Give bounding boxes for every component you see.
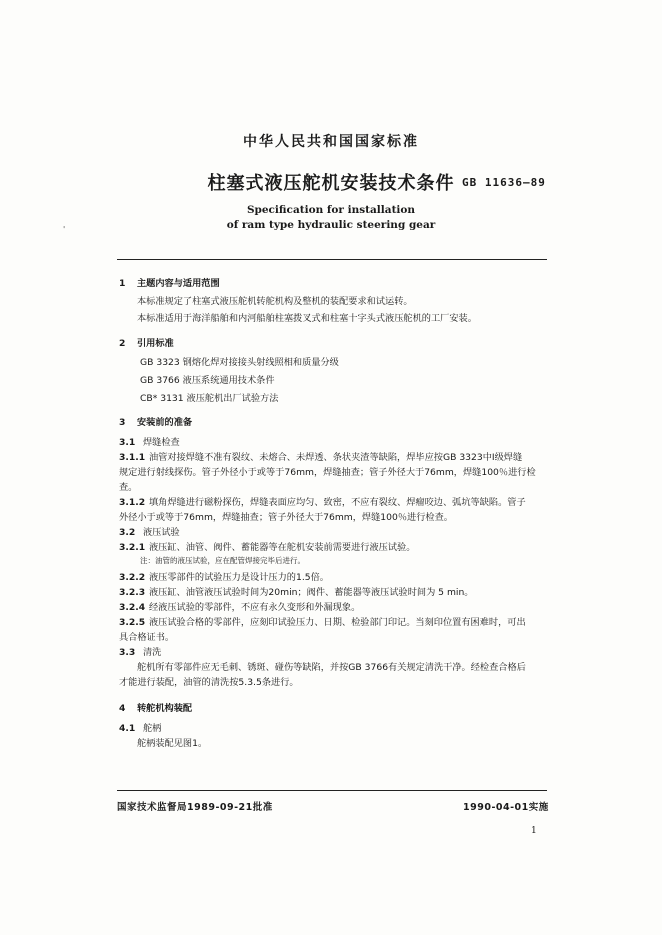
section-4-heading [119, 701, 192, 716]
clause-3-1-1 [119, 450, 522, 465]
english-title-line2: of ram type hydraulic steering gear [226, 219, 436, 231]
clause-text: 舵机所有零部件应无毛刺、锈斑、碰伤等缺陷，并按GB 3766有关规定清洗干净。经检查合格后 [137, 662, 526, 673]
clause-text: 液压缸、油管、阀件、蓄能器等在舵机安装前需要进行液压试验。 [149, 542, 416, 553]
reference-item: CB* 3131 液压舵机出厂试验方法 [140, 393, 279, 404]
subsection-3-1 [119, 435, 180, 450]
section-number: 2 [119, 338, 126, 349]
clause-3-2-4 [119, 600, 360, 615]
paragraph: 本标准适用于海洋船舶和内河船舶柱塞拨叉式和柱塞十字头式液压舵机的工厂安装。 [137, 313, 477, 324]
page-number: 1 [531, 826, 537, 836]
clause-text: 规定进行射线探伤。管子外径小于或等于76mm，焊缝抽查；管子外径大于76mm，焊缝100％进行检 [119, 467, 536, 478]
clause-3-2-5 [119, 615, 526, 630]
standard-code: GB 11636—89 [462, 176, 546, 189]
section-title: 转舵机构装配 [137, 703, 193, 714]
clause-text: 填角焊缝进行磁粉探伤，焊缝表面应均匀、致密，不应有裂纹、焊瘤咬边、弧坑等缺陷。管子 [149, 497, 526, 508]
section-title: 主题内容与适用范围 [137, 278, 220, 289]
section-title: 安装前的准备 [137, 417, 193, 428]
clause-number: 3.1.2 [119, 497, 146, 508]
section-3-heading [119, 415, 192, 430]
reference-item: GB 3323 钢熔化焊对接接头射线照相和质量分级 [140, 357, 339, 368]
clause-text: 具合格证书。 [119, 632, 175, 643]
clause-title: 焊缝检查 [143, 437, 180, 448]
clause-text: 外径小于或等于76mm，焊缝抽查；管子外径大于76mm，焊缝100％进行检查。 [119, 512, 453, 523]
clause-number: 3.2 [119, 527, 136, 538]
reference-item: GB 3766 液压系统通用技术条件 [140, 375, 275, 386]
clause-title: 液压试验 [143, 527, 180, 538]
clause-number: 3.2.3 [119, 587, 146, 598]
subsection-3-3 [119, 645, 161, 660]
subsection-4-1 [119, 721, 161, 736]
clause-3-2-3 [119, 585, 473, 600]
subsection-3-2 [119, 525, 180, 540]
paragraph: 本标准规定了柱塞式液压舵机转舵机构及整机的装配要求和试运转。 [137, 296, 413, 307]
english-title-line1: Specification for installation [246, 204, 416, 216]
clause-number: 3.1.1 [119, 452, 146, 463]
bottom-rule [117, 790, 547, 791]
section-title: 引用标准 [137, 338, 174, 349]
national-standard-label: 中华人民共和国国家标准 [243, 134, 419, 150]
clause-text: 舵柄装配见图1。 [137, 738, 208, 749]
clause-number: 3.2.5 [119, 617, 146, 628]
clause-3-1-2 [119, 495, 526, 510]
document-title: 柱塞式液压舵机安装技术条件 [207, 173, 455, 194]
section-number: 3 [119, 417, 126, 428]
effective-date: 1990-04-01实施 [463, 802, 549, 813]
note: 注：油管的液压试验，应在配管焊接完毕后进行。 [140, 556, 305, 565]
scan-speck: ' [63, 225, 66, 234]
clause-3-2-1 [119, 540, 415, 555]
clause-text: 查。 [119, 482, 138, 493]
clause-number: 3.3 [119, 647, 136, 658]
section-1-heading [119, 276, 220, 291]
clause-text: 经液压试验的零部件，不应有永久变形和外漏现象。 [149, 602, 361, 613]
clause-title: 清洗 [143, 647, 162, 658]
top-rule [117, 259, 547, 260]
clause-text: 油管对接焊缝不准有裂纹、未熔合、未焊透、条状夹渣等缺陷，焊毕应按GB 3323中Ⅰ级焊缝 [149, 452, 523, 463]
clause-number: 4.1 [119, 723, 136, 734]
section-2-heading [119, 336, 174, 351]
clause-number: 3.2.2 [119, 572, 146, 583]
clause-number: 3.2.1 [119, 542, 146, 553]
approval-date: 国家技术监督局1989-09-21批准 [117, 802, 273, 813]
clause-text: 液压缸、油管液压试验时间为20min；阀件、蓄能器等液压试验时间为 5 min。 [149, 587, 474, 598]
clause-text: 才能进行装配，油管的清洗按5.3.5条进行。 [119, 677, 299, 688]
clause-number: 3.2.4 [119, 602, 146, 613]
clause-text: 液压零部件的试验压力是设计压力的1.5倍。 [149, 572, 329, 583]
section-number: 4 [119, 703, 126, 714]
clause-3-2-2 [119, 570, 329, 585]
clause-text: 液压试验合格的零部件，应刻印试验压力、日期、检验部门印记。当刻印位置有困难时，可出 [149, 617, 526, 628]
section-number: 1 [119, 278, 126, 289]
clause-title: 舵柄 [143, 723, 162, 734]
clause-number: 3.1 [119, 437, 136, 448]
